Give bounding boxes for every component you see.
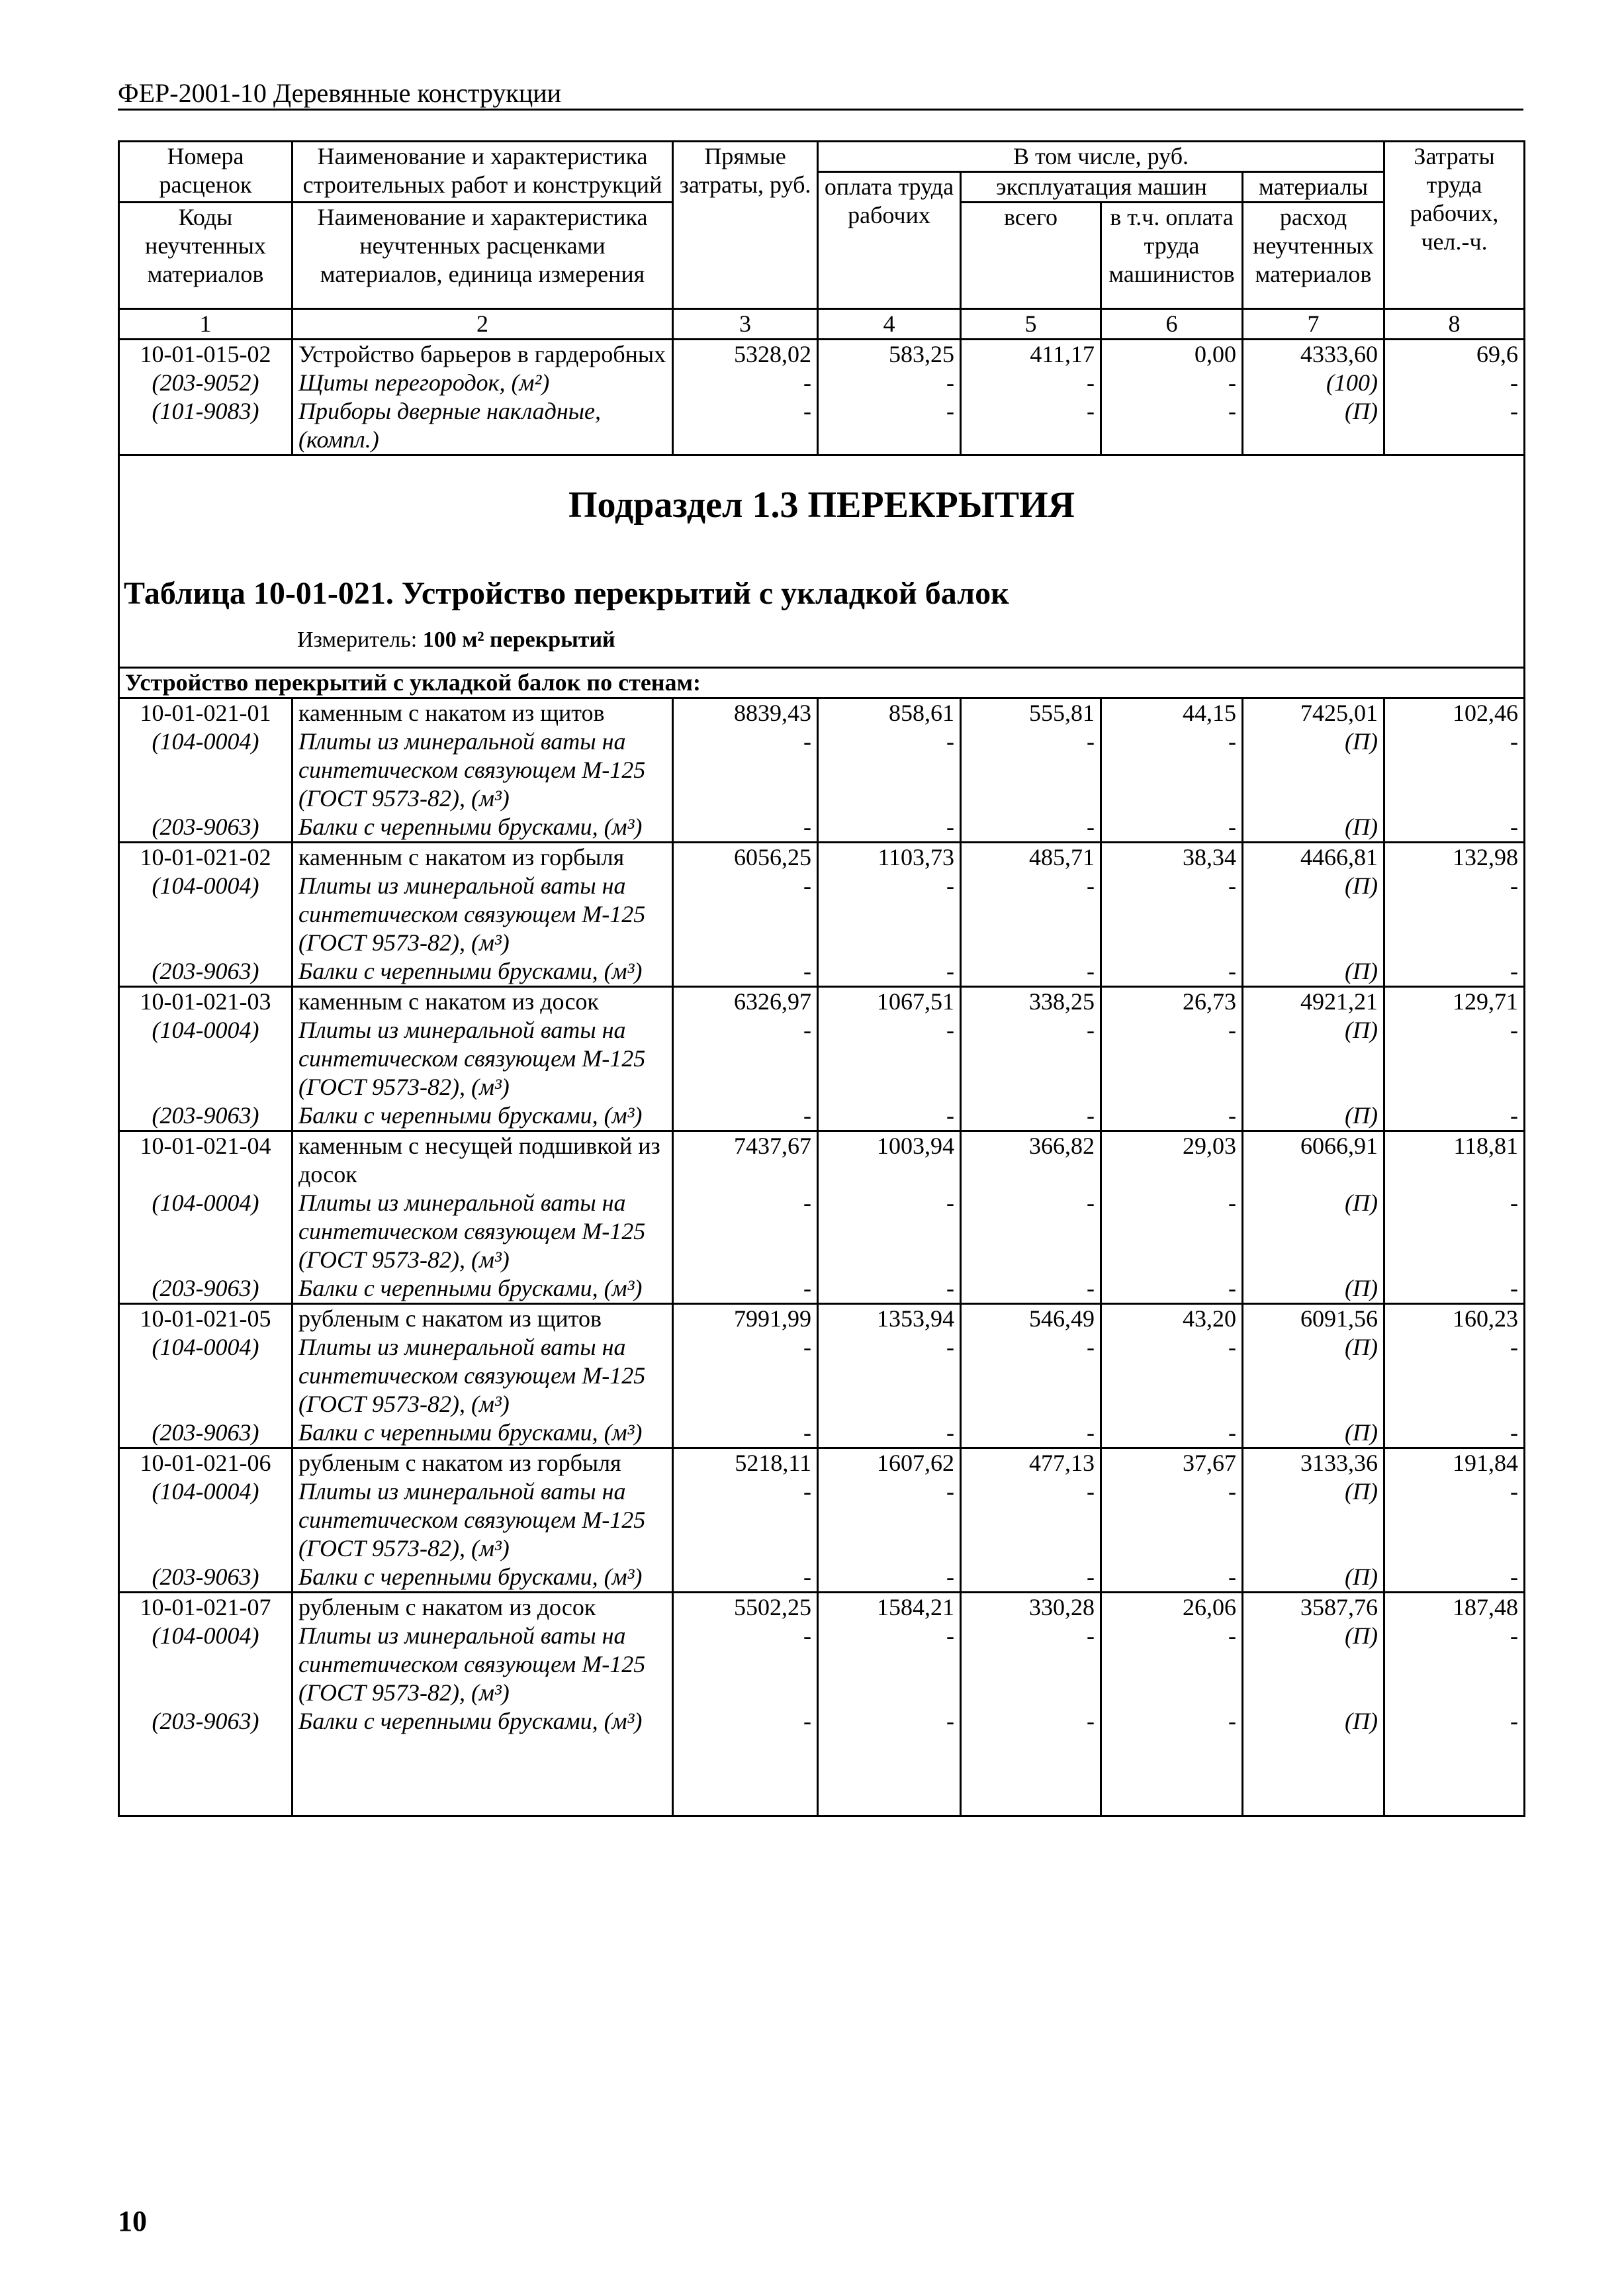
empty-cell: [673, 1736, 818, 1816]
empty-cell: [961, 1736, 1101, 1816]
rate-value: 546,49: [961, 1304, 1101, 1334]
rate-value: 191,84: [1384, 1448, 1525, 1478]
material-value: -: [1101, 1016, 1243, 1101]
measure-line: [297, 627, 615, 653]
rate-value: 1067,51: [818, 987, 961, 1017]
material-value: -: [673, 727, 818, 813]
material-value: -: [673, 1563, 818, 1593]
material-value: -: [1101, 1419, 1243, 1448]
column-number: 8: [1384, 309, 1525, 340]
material-value: -: [1384, 397, 1525, 455]
material-value: -: [1384, 727, 1525, 813]
column-number: 1: [119, 309, 293, 340]
material-name: Плиты из минеральной ваты на синтетическом связующем М-125 (ГОСТ 9573-82), (м³): [293, 727, 673, 813]
material-value: -: [1101, 813, 1243, 843]
material-name: Балки с черепными брусками, (м³): [293, 1274, 673, 1304]
material-value: -: [1101, 1563, 1243, 1593]
rate-name: Устройство барьеров в гардеробных: [293, 340, 673, 369]
material-value: -: [1384, 1101, 1525, 1131]
rate-value: 5502,25: [673, 1593, 818, 1622]
rate-value: 583,25: [818, 340, 961, 369]
material-value: -: [818, 813, 961, 843]
material-value: -: [1101, 369, 1243, 397]
material-name: Плиты из минеральной ваты на синтетическом связующем М-125 (ГОСТ 9573-82), (м³): [293, 1189, 673, 1274]
empty-cell: [293, 1736, 673, 1816]
rate-value: 8839,43: [673, 698, 818, 728]
material-value: -: [1101, 1707, 1243, 1736]
material-value: -: [673, 1707, 818, 1736]
material-value: (П): [1243, 1189, 1384, 1274]
rate-value: 338,25: [961, 987, 1101, 1017]
material-value: -: [818, 1274, 961, 1304]
material-row: [119, 1419, 1525, 1448]
material-value: -: [673, 1016, 818, 1101]
material-name: Балки с черепными брусками, (м³): [293, 1101, 673, 1131]
column-number: 2: [293, 309, 673, 340]
rate-row: [119, 1593, 1525, 1622]
rate-value: 330,28: [961, 1593, 1101, 1622]
column-number: 7: [1243, 309, 1384, 340]
subheader: Устройство перекрытий с укладкой балок по стенам:: [119, 668, 1525, 698]
material-row: [119, 872, 1525, 957]
header-labor-costs: Затраты труда рабочих, чел.-ч.: [1384, 142, 1525, 309]
rate-value: 26,73: [1101, 987, 1243, 1017]
rate-value: 5218,11: [673, 1448, 818, 1478]
column-numbers-row: [119, 309, 1525, 340]
subheader-row: [119, 668, 1525, 698]
rate-value: 6066,91: [1243, 1131, 1384, 1189]
material-value: -: [1384, 1477, 1525, 1563]
rate-value: 411,17: [961, 340, 1101, 369]
rate-value: 0,00: [1101, 340, 1243, 369]
rate-value: 1607,62: [818, 1448, 961, 1478]
material-code: (203-9063): [119, 1419, 293, 1448]
material-row: [119, 1333, 1525, 1419]
material-code: (104-0004): [119, 872, 293, 957]
material-value: (П): [1243, 1563, 1384, 1593]
material-code: (203-9052): [119, 369, 293, 397]
material-value: -: [673, 1274, 818, 1304]
material-value: -: [961, 1101, 1101, 1131]
rate-row: [119, 1448, 1525, 1478]
material-value: -: [818, 369, 961, 397]
material-value: -: [673, 1101, 818, 1131]
material-value: (П): [1243, 1101, 1384, 1131]
rate-code: 10-01-021-02: [119, 843, 293, 872]
page-number: 10: [118, 2205, 147, 2237]
rate-row: [119, 340, 1525, 369]
rate-name: каменным с накатом из горбыля: [293, 843, 673, 872]
measure-value: 100 м² перекрытий: [422, 628, 615, 652]
rate-value: 1353,94: [818, 1304, 961, 1334]
material-code: (203-9063): [119, 1274, 293, 1304]
material-name: Плиты из минеральной ваты на синтетическом связующем М-125 (ГОСТ 9573-82), (м³): [293, 872, 673, 957]
rate-value: 4333,60: [1243, 340, 1384, 369]
column-number: 6: [1101, 309, 1243, 340]
material-value: -: [1101, 957, 1243, 987]
material-value: -: [673, 1189, 818, 1274]
rate-value: 160,23: [1384, 1304, 1525, 1334]
rate-name: рубленым с накатом из досок: [293, 1593, 673, 1622]
material-value: -: [673, 397, 818, 455]
material-row: [119, 813, 1525, 843]
material-value: -: [673, 813, 818, 843]
material-code: (104-0004): [119, 1333, 293, 1419]
material-name: Плиты из минеральной ваты на синтетическом связующем М-125 (ГОСТ 9573-82), (м³): [293, 1016, 673, 1101]
empty-cell: [1101, 1736, 1243, 1816]
rate-value: 44,15: [1101, 698, 1243, 728]
rate-value: 129,71: [1384, 987, 1525, 1017]
empty-cell: [1384, 1736, 1525, 1816]
material-value: -: [1384, 813, 1525, 843]
rate-value: 4921,21: [1243, 987, 1384, 1017]
rate-value: 477,13: [961, 1448, 1101, 1478]
table-title: Таблица 10-01-021. Устройство перекрытий с укладкой балок: [124, 576, 1009, 611]
material-value: -: [818, 1707, 961, 1736]
rate-value: 4466,81: [1243, 843, 1384, 872]
material-row: [119, 1477, 1525, 1563]
material-value: -: [818, 727, 961, 813]
empty-cell: [1243, 1736, 1384, 1816]
header-material-codes: Коды неучтенных материалов: [119, 203, 293, 309]
material-value: -: [673, 1419, 818, 1448]
rate-code: 10-01-021-07: [119, 1593, 293, 1622]
material-code: (203-9063): [119, 813, 293, 843]
section-block: [119, 455, 1525, 668]
rate-value: 102,46: [1384, 698, 1525, 728]
rate-value: 7425,01: [1243, 698, 1384, 728]
material-value: -: [1101, 1333, 1243, 1419]
material-value: -: [1101, 727, 1243, 813]
rate-value: 118,81: [1384, 1131, 1525, 1189]
material-value: -: [1101, 1477, 1243, 1563]
rate-value: 38,34: [1101, 843, 1243, 872]
material-value: -: [673, 1622, 818, 1707]
rate-value: 7991,99: [673, 1304, 818, 1334]
material-value: -: [1101, 1189, 1243, 1274]
material-value: -: [961, 397, 1101, 455]
material-value: -: [1384, 872, 1525, 957]
rate-value: 187,48: [1384, 1593, 1525, 1622]
material-value: -: [818, 397, 961, 455]
header-direct-costs: Прямые затраты, руб.: [673, 142, 818, 309]
material-value: -: [1384, 1563, 1525, 1593]
material-value: -: [961, 1016, 1101, 1101]
material-value: -: [961, 727, 1101, 813]
material-code: (203-9063): [119, 1707, 293, 1736]
material-code: (104-0004): [119, 1622, 293, 1707]
material-value: -: [818, 1563, 961, 1593]
material-value: (П): [1243, 872, 1384, 957]
material-code: (104-0004): [119, 727, 293, 813]
material-code: (104-0004): [119, 1016, 293, 1101]
column-number: 5: [961, 309, 1101, 340]
material-row: [119, 1274, 1525, 1304]
rate-code: 10-01-021-04: [119, 1131, 293, 1189]
rate-value: 3587,76: [1243, 1593, 1384, 1622]
material-code: (104-0004): [119, 1189, 293, 1274]
rate-name: каменным с несущей подшивкой из досок: [293, 1131, 673, 1189]
rate-value: 6091,56: [1243, 1304, 1384, 1334]
rate-value: 555,81: [961, 698, 1101, 728]
rate-value: 485,71: [961, 843, 1101, 872]
rate-value: 366,82: [961, 1131, 1101, 1189]
rate-row: [119, 698, 1525, 728]
material-value: -: [673, 369, 818, 397]
rate-row: [119, 843, 1525, 872]
section-title: Подраздел 1.3 ПЕРЕКРЫТИЯ: [568, 485, 1075, 526]
material-value: -: [961, 1274, 1101, 1304]
header-machines-total: всего: [961, 203, 1101, 309]
material-row: [119, 1189, 1525, 1274]
material-value: -: [818, 1333, 961, 1419]
material-row: [119, 957, 1525, 987]
header-rate-numbers: Номера расценок: [119, 142, 293, 203]
material-value: -: [1101, 1274, 1243, 1304]
material-value: (П): [1243, 1707, 1384, 1736]
material-name: Приборы дверные накладные, (компл.): [293, 397, 673, 455]
rate-value: 1584,21: [818, 1593, 961, 1622]
material-value: -: [1384, 1274, 1525, 1304]
material-value: -: [1384, 1622, 1525, 1707]
rates-table: [118, 140, 1525, 1817]
material-name: Плиты из минеральной ваты на синтетическом связующем М-125 (ГОСТ 9573-82), (м³): [293, 1477, 673, 1563]
material-value: -: [673, 1477, 818, 1563]
filler-row: [119, 1736, 1525, 1816]
material-value: -: [1101, 872, 1243, 957]
material-value: -: [961, 1563, 1101, 1593]
material-value: -: [961, 1333, 1101, 1419]
rate-row: [119, 1131, 1525, 1189]
material-value: -: [1384, 1707, 1525, 1736]
column-number: 4: [818, 309, 961, 340]
material-name: Балки с черепными брусками, (м³): [293, 957, 673, 987]
material-name: Балки с черепными брусками, (м³): [293, 1707, 673, 1736]
material-value: -: [818, 957, 961, 987]
rate-value: 1103,73: [818, 843, 961, 872]
rate-name: рубленым с накатом из щитов: [293, 1304, 673, 1334]
header-machines: эксплуатация машин: [961, 172, 1243, 203]
material-value: -: [818, 1477, 961, 1563]
rate-value: 132,98: [1384, 843, 1525, 872]
material-value: -: [961, 813, 1101, 843]
material-value: -: [1384, 957, 1525, 987]
rate-row: [119, 987, 1525, 1017]
material-row: [119, 369, 1525, 397]
material-value: (П): [1243, 1016, 1384, 1101]
rate-value: 26,06: [1101, 1593, 1243, 1622]
material-name: Балки с черепными брусками, (м³): [293, 813, 673, 843]
rate-value: 7437,67: [673, 1131, 818, 1189]
material-value: (П): [1243, 727, 1384, 813]
material-code: (203-9063): [119, 1563, 293, 1593]
material-value: -: [961, 1189, 1101, 1274]
material-code: (104-0004): [119, 1477, 293, 1563]
material-name: Щиты перегородок, (м²): [293, 369, 673, 397]
rate-value: 5328,02: [673, 340, 818, 369]
material-row: [119, 397, 1525, 455]
material-value: -: [818, 1189, 961, 1274]
material-value: (П): [1243, 813, 1384, 843]
page-header: ФЕР-2001-10 Деревянные конструкции: [118, 78, 1523, 111]
empty-cell: [818, 1736, 961, 1816]
material-value: -: [673, 872, 818, 957]
material-name: Плиты из минеральной ваты на синтетическом связующем М-125 (ГОСТ 9573-82), (м³): [293, 1333, 673, 1419]
material-value: (П): [1243, 1419, 1384, 1448]
material-value: -: [961, 369, 1101, 397]
material-value: -: [1101, 1622, 1243, 1707]
rate-code: 10-01-021-06: [119, 1448, 293, 1478]
rate-value: 858,61: [818, 698, 961, 728]
material-code: (203-9063): [119, 1101, 293, 1131]
material-value: -: [673, 957, 818, 987]
material-value: -: [1384, 1419, 1525, 1448]
rate-value: 3133,36: [1243, 1448, 1384, 1478]
empty-cell: [119, 1736, 293, 1816]
material-value: -: [818, 1016, 961, 1101]
column-number: 3: [673, 309, 818, 340]
rate-value: 37,67: [1101, 1448, 1243, 1478]
material-name: Балки с черепными брусками, (м³): [293, 1419, 673, 1448]
material-value: -: [1384, 1016, 1525, 1101]
rate-value: 6056,25: [673, 843, 818, 872]
material-value: -: [673, 1333, 818, 1419]
rate-code: 10-01-021-01: [119, 698, 293, 728]
material-value: -: [818, 1101, 961, 1131]
material-code: (203-9063): [119, 957, 293, 987]
rate-code: 10-01-021-05: [119, 1304, 293, 1334]
material-value: -: [961, 1707, 1101, 1736]
material-row: [119, 1707, 1525, 1736]
material-value: -: [961, 1419, 1101, 1448]
material-row: [119, 1016, 1525, 1101]
material-value: -: [961, 1477, 1101, 1563]
rate-value: 69,6: [1384, 340, 1525, 369]
header-including: В том числе, руб.: [818, 142, 1384, 172]
material-row: [119, 1563, 1525, 1593]
material-row: [119, 1101, 1525, 1131]
rate-code: 10-01-015-02: [119, 340, 293, 369]
material-value: -: [818, 1622, 961, 1707]
material-row: [119, 727, 1525, 813]
material-value: -: [818, 1419, 961, 1448]
rate-code: 10-01-021-03: [119, 987, 293, 1017]
header-worker-pay: оплата труда рабочих: [818, 172, 961, 309]
rate-name: каменным с накатом из досок: [293, 987, 673, 1017]
header-machinist-pay: в т.ч. оплата труда машинистов: [1101, 203, 1243, 309]
rate-value: 6326,97: [673, 987, 818, 1017]
header-material-consumption: расход неучтенных материалов: [1243, 203, 1384, 309]
material-value: (П): [1243, 1333, 1384, 1419]
header-materials: материалы: [1243, 172, 1384, 203]
material-value: (П): [1243, 1622, 1384, 1707]
header-work-name: Наименование и характеристика строительных работ и конструкций: [293, 142, 673, 203]
material-value: -: [1101, 397, 1243, 455]
material-value: -: [961, 1622, 1101, 1707]
material-value: -: [1384, 369, 1525, 397]
material-value: -: [961, 957, 1101, 987]
material-value: (П): [1243, 1477, 1384, 1563]
material-value: (П): [1243, 957, 1384, 987]
measure-label: Измеритель:: [297, 628, 418, 652]
material-name: Балки с черепными брусками, (м³): [293, 1563, 673, 1593]
material-value: -: [1384, 1189, 1525, 1274]
material-value: (100): [1243, 369, 1384, 397]
material-value: -: [961, 872, 1101, 957]
rate-row: [119, 1304, 1525, 1334]
material-row: [119, 1622, 1525, 1707]
material-value: (П): [1243, 397, 1384, 455]
rate-name: рубленым с накатом из горбыля: [293, 1448, 673, 1478]
material-value: -: [1101, 1101, 1243, 1131]
material-code: (101-9083): [119, 397, 293, 455]
material-value: -: [818, 872, 961, 957]
rate-name: каменным с накатом из щитов: [293, 698, 673, 728]
header-material-names: Наименование и характеристика неучтенных расценками материалов, единица измерения: [293, 203, 673, 309]
material-value: -: [1384, 1333, 1525, 1419]
rate-value: 29,03: [1101, 1131, 1243, 1189]
material-value: (П): [1243, 1274, 1384, 1304]
material-name: Плиты из минеральной ваты на синтетическом связующем М-125 (ГОСТ 9573-82), (м³): [293, 1622, 673, 1707]
rate-value: 43,20: [1101, 1304, 1243, 1334]
rate-value: 1003,94: [818, 1131, 961, 1189]
